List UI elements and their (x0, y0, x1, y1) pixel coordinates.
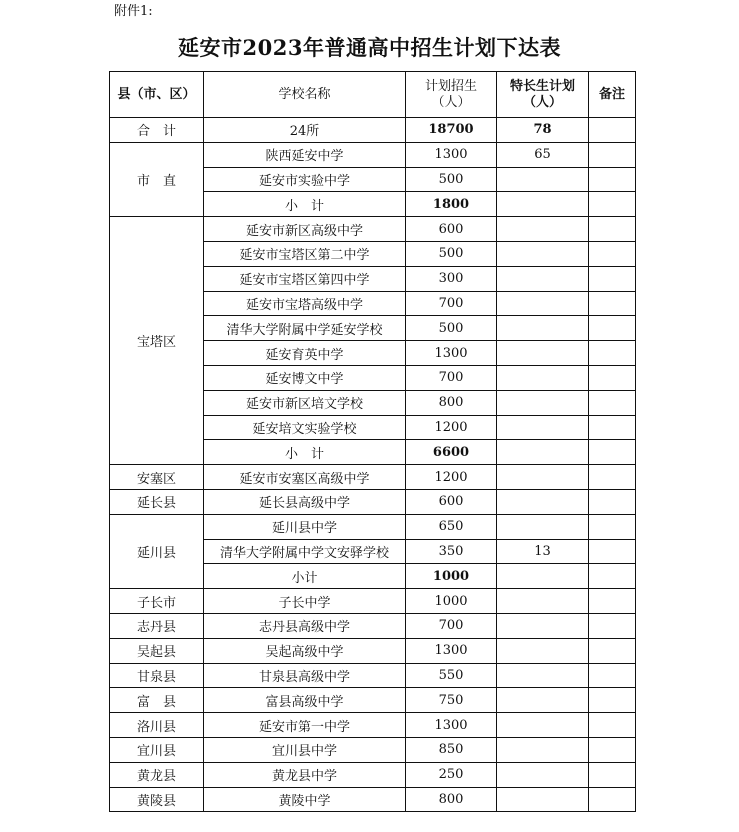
plan-cell: 1300 (406, 638, 497, 663)
school-name-cell: 延安博文中学 (204, 365, 406, 390)
plan-cell: 1200 (406, 465, 497, 490)
special-cell (497, 316, 589, 341)
special-cell (497, 638, 589, 663)
total-row (110, 118, 636, 143)
remark-cell (589, 589, 636, 614)
special-cell: 13 (497, 539, 589, 564)
special-cell: 65 (497, 142, 589, 167)
special-cell (497, 787, 589, 812)
school-name-cell: 延安培文实验学校 (204, 415, 406, 440)
school-name-cell: 延安市宝塔高级中学 (204, 291, 406, 316)
school-name-cell: 清华大学附属中学延安学校 (204, 316, 406, 341)
plan-cell: 1300 (406, 341, 497, 366)
table-row (110, 489, 636, 514)
school-name-cell: 甘泉县高级中学 (204, 663, 406, 688)
table-row (110, 465, 636, 490)
special-cell (497, 489, 589, 514)
remark-cell (589, 489, 636, 514)
special-cell (497, 589, 589, 614)
school-name-cell: 宜川县中学 (204, 737, 406, 762)
special-cell (497, 613, 589, 638)
special-cell (497, 465, 589, 490)
county-cell: 富 县 (110, 688, 204, 713)
table-row (110, 713, 636, 738)
plan-cell: 600 (406, 489, 497, 514)
plan-cell: 700 (406, 613, 497, 638)
special-cell (497, 192, 589, 217)
plan-cell: 700 (406, 365, 497, 390)
remark-cell (589, 415, 636, 440)
remark-cell (589, 341, 636, 366)
header-county: 县（市、区） (110, 72, 204, 118)
county-cell: 宜川县 (110, 737, 204, 762)
plan-cell: 500 (406, 316, 497, 341)
table-row (110, 589, 636, 614)
plan-cell: 250 (406, 762, 497, 787)
school-name-cell: 黄龙县中学 (204, 762, 406, 787)
special-cell (497, 762, 589, 787)
remark-cell (589, 291, 636, 316)
school-name-cell: 延长县高级中学 (204, 489, 406, 514)
plan-cell: 1300 (406, 713, 497, 738)
table-row (110, 762, 636, 787)
special-cell (497, 241, 589, 266)
table-row (110, 737, 636, 762)
remark-cell (589, 440, 636, 465)
header-plan: 计划招生 （人） (406, 72, 497, 118)
special-cell (497, 291, 589, 316)
county-cell: 市 直 (110, 142, 204, 216)
school-name-cell: 延安市新区高级中学 (204, 217, 406, 242)
plan-cell: 800 (406, 787, 497, 812)
special-cell (497, 341, 589, 366)
enrollment-plan-table (109, 71, 636, 812)
county-cell: 黄陵县 (110, 787, 204, 812)
county-cell: 志丹县 (110, 613, 204, 638)
school-name-cell: 延安育英中学 (204, 341, 406, 366)
page-title: 延安市2023年普通高中招生计划下达表 (178, 35, 561, 60)
remark-cell (589, 167, 636, 192)
school-name-cell: 延安市第一中学 (204, 713, 406, 738)
school-name-cell: 延川县中学 (204, 514, 406, 539)
table-header-row (110, 72, 636, 118)
special-cell (497, 266, 589, 291)
school-name-cell: 志丹县高级中学 (204, 613, 406, 638)
table-row (110, 663, 636, 688)
special-cell (497, 217, 589, 242)
school-name-cell: 延安市新区培文学校 (204, 390, 406, 415)
remark-cell (589, 217, 636, 242)
subtotal-label: 小 计 (204, 440, 406, 465)
table-row (110, 217, 636, 242)
plan-cell: 1300 (406, 142, 497, 167)
total-special: 78 (497, 118, 589, 143)
total-remark (589, 118, 636, 143)
county-cell: 宝塔区 (110, 217, 204, 465)
subtotal-label: 小计 (204, 564, 406, 589)
remark-cell (589, 762, 636, 787)
subtotal-plan: 1800 (406, 192, 497, 217)
subtotal-plan: 6600 (406, 440, 497, 465)
remark-cell (589, 192, 636, 217)
county-cell: 延长县 (110, 489, 204, 514)
county-cell: 延川县 (110, 514, 204, 588)
school-name-cell: 延安市宝塔区第二中学 (204, 241, 406, 266)
county-cell: 黄龙县 (110, 762, 204, 787)
special-cell (497, 415, 589, 440)
remark-cell (589, 365, 636, 390)
plan-cell: 600 (406, 217, 497, 242)
remark-cell (589, 514, 636, 539)
remark-cell (589, 241, 636, 266)
remark-cell (589, 613, 636, 638)
remark-cell (589, 465, 636, 490)
remark-cell (589, 713, 636, 738)
plan-cell: 700 (406, 291, 497, 316)
remark-cell (589, 688, 636, 713)
school-name-cell: 富县高级中学 (204, 688, 406, 713)
special-cell (497, 564, 589, 589)
plan-cell: 350 (406, 539, 497, 564)
total-label: 合 计 (110, 118, 204, 143)
total-school-count: 24所 (204, 118, 406, 143)
county-cell: 安塞区 (110, 465, 204, 490)
remark-cell (589, 737, 636, 762)
remark-cell (589, 787, 636, 812)
special-cell (497, 365, 589, 390)
table-row (110, 514, 636, 539)
school-name-cell: 黄陵中学 (204, 787, 406, 812)
table-row (110, 142, 636, 167)
school-name-cell: 清华大学附属中学文安驿学校 (204, 539, 406, 564)
remark-cell (589, 142, 636, 167)
special-cell (497, 167, 589, 192)
table-row (110, 688, 636, 713)
plan-cell: 500 (406, 167, 497, 192)
attachment-label: 附件1: (114, 4, 153, 19)
special-cell (497, 390, 589, 415)
county-cell: 洛川县 (110, 713, 204, 738)
special-cell (497, 688, 589, 713)
plan-cell: 300 (406, 266, 497, 291)
subtotal-label: 小 计 (204, 192, 406, 217)
remark-cell (589, 316, 636, 341)
remark-cell (589, 638, 636, 663)
header-special: 特长生计划 （人） (497, 72, 589, 118)
plan-cell: 850 (406, 737, 497, 762)
table-row (110, 787, 636, 812)
plan-cell: 500 (406, 241, 497, 266)
remark-cell (589, 564, 636, 589)
plan-cell: 800 (406, 390, 497, 415)
special-cell (497, 737, 589, 762)
table-row (110, 638, 636, 663)
county-cell: 甘泉县 (110, 663, 204, 688)
plan-cell: 750 (406, 688, 497, 713)
special-cell (497, 440, 589, 465)
county-cell: 吴起县 (110, 638, 204, 663)
school-name-cell: 吴起高级中学 (204, 638, 406, 663)
total-plan: 18700 (406, 118, 497, 143)
header-school: 学校名称 (204, 72, 406, 118)
plan-cell: 1200 (406, 415, 497, 440)
county-cell: 子长市 (110, 589, 204, 614)
remark-cell (589, 390, 636, 415)
special-cell (497, 713, 589, 738)
table-row (110, 613, 636, 638)
plan-cell: 650 (406, 514, 497, 539)
plan-cell: 1000 (406, 589, 497, 614)
school-name-cell: 延安市安塞区高级中学 (204, 465, 406, 490)
school-name-cell: 延安市实验中学 (204, 167, 406, 192)
remark-cell (589, 663, 636, 688)
special-cell (497, 514, 589, 539)
school-name-cell: 陕西延安中学 (204, 142, 406, 167)
remark-cell (589, 266, 636, 291)
special-cell (497, 663, 589, 688)
school-name-cell: 子长中学 (204, 589, 406, 614)
header-remark: 备注 (589, 72, 636, 118)
remark-cell (589, 539, 636, 564)
plan-cell: 550 (406, 663, 497, 688)
school-name-cell: 延安市宝塔区第四中学 (204, 266, 406, 291)
subtotal-plan: 1000 (406, 564, 497, 589)
